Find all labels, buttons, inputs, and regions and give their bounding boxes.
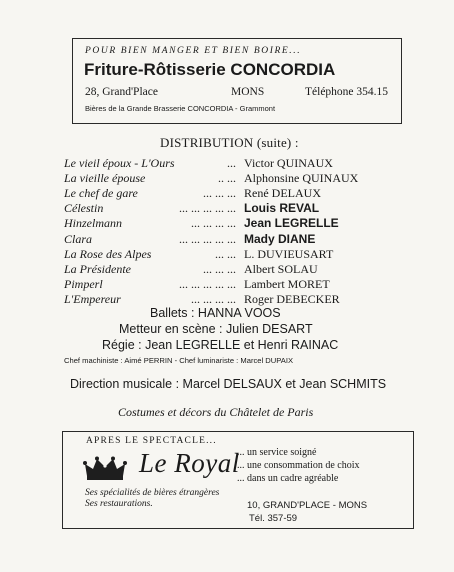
cast-role: Pimperl: [64, 277, 103, 291]
costumes-credit: Costumes et décors du Châtelet de Paris: [118, 405, 314, 419]
cast-role: Célestin: [64, 201, 104, 215]
royal-specialites-1: Ses spécialités de bières étrangères: [85, 488, 220, 498]
le-royal-advertisement: [62, 431, 414, 529]
cast-actor: Albert SOLAU: [244, 262, 318, 276]
distribution-heading: DISTRIBUTION (suite) :: [160, 135, 299, 150]
cast-leader-dots: ... ... ... ...: [191, 292, 236, 306]
metteur-credit: Metteur en scène : Julien DESART: [119, 322, 313, 336]
crown-icon: [83, 456, 127, 482]
machinistes-credit: Chef machiniste : Aimé PERRIN - Chef luminariste : Marcel DUPAIX: [64, 356, 294, 365]
royal-phone: Tél. 357-59: [249, 513, 298, 524]
cast-leader-dots: ... ... ... ... ...: [179, 201, 236, 215]
cast-role: Le vieil époux - L'Ours: [64, 156, 175, 170]
cast-role: Le chef de gare: [64, 186, 138, 200]
ad-tagline: POUR BIEN MANGER ET BIEN BOIRE...: [85, 46, 302, 56]
cast-leader-dots: ... ... ...: [203, 262, 236, 276]
cast-role: La vieille épouse: [64, 171, 146, 185]
cast-actor: Victor QUINAUX: [244, 156, 333, 170]
ad-restaurant-name: Friture-Rôtisserie CONCORDIA: [84, 60, 336, 79]
royal-address: 10, GRAND'PLACE - MONS: [247, 500, 368, 511]
concordia-advertisement: [72, 38, 402, 124]
cast-role: La Présidente: [64, 262, 131, 276]
cast-leader-dots: ... ...: [215, 247, 236, 261]
royal-specialites-2: Ses restaurations.: [85, 499, 153, 509]
cast-role: L'Empereur: [64, 292, 121, 306]
cast-leader-dots: ...: [227, 156, 236, 170]
ballets-credit: Ballets : HANNA VOOS: [150, 306, 281, 320]
cast-leader-dots: ... ... ...: [203, 186, 236, 200]
apres-spectacle: APRES LE SPECTACLE...: [86, 436, 217, 446]
cast-leader-dots: ... ... ... ... ...: [179, 277, 236, 291]
cast-actor: Louis REVAL: [244, 201, 320, 215]
cast-actor: Lambert MORET: [244, 277, 330, 291]
royal-line-3: ... dans un cadre agréable: [237, 473, 339, 484]
regie-credit: Régie : Jean LEGRELLE et Henri RAINAC: [102, 338, 339, 352]
cast-actor: Roger DEBECKER: [244, 292, 340, 306]
cast-role: Clara: [64, 232, 93, 246]
cast-role: La Rose des Alpes: [64, 247, 152, 261]
cast-actor: René DELAUX: [244, 186, 321, 200]
ad-beer-line: Bières de la Grande Brasserie CONCORDIA - Grammont: [85, 104, 276, 113]
cast-actor: Mady DIANE: [244, 232, 316, 246]
direction-credit: Direction musicale : Marcel DELSAUX et Jean SCHMITS: [70, 377, 387, 391]
royal-line-2: ... une consommation de choix: [237, 460, 360, 471]
cast-leader-dots: ... ... ... ...: [191, 216, 236, 230]
cast-role: Hinzelmann: [64, 216, 122, 230]
royal-line-1: ... un service soigné: [237, 447, 317, 458]
ad-phone: Téléphone 354.15: [305, 86, 389, 98]
cast-actor: Jean LEGRELLE: [244, 216, 339, 230]
cast-leader-dots: ... ... ... ... ...: [179, 232, 236, 246]
cast-actor: L. DUVIEUSART: [244, 247, 334, 261]
ad-address: 28, Grand'Place: [85, 86, 158, 98]
le-royal-name: Le Royal: [139, 448, 240, 478]
cast-leader-dots: .. ...: [218, 171, 236, 185]
ad-city: MONS: [231, 86, 265, 98]
cast-actor: Alphonsine QUINAUX: [244, 171, 359, 185]
